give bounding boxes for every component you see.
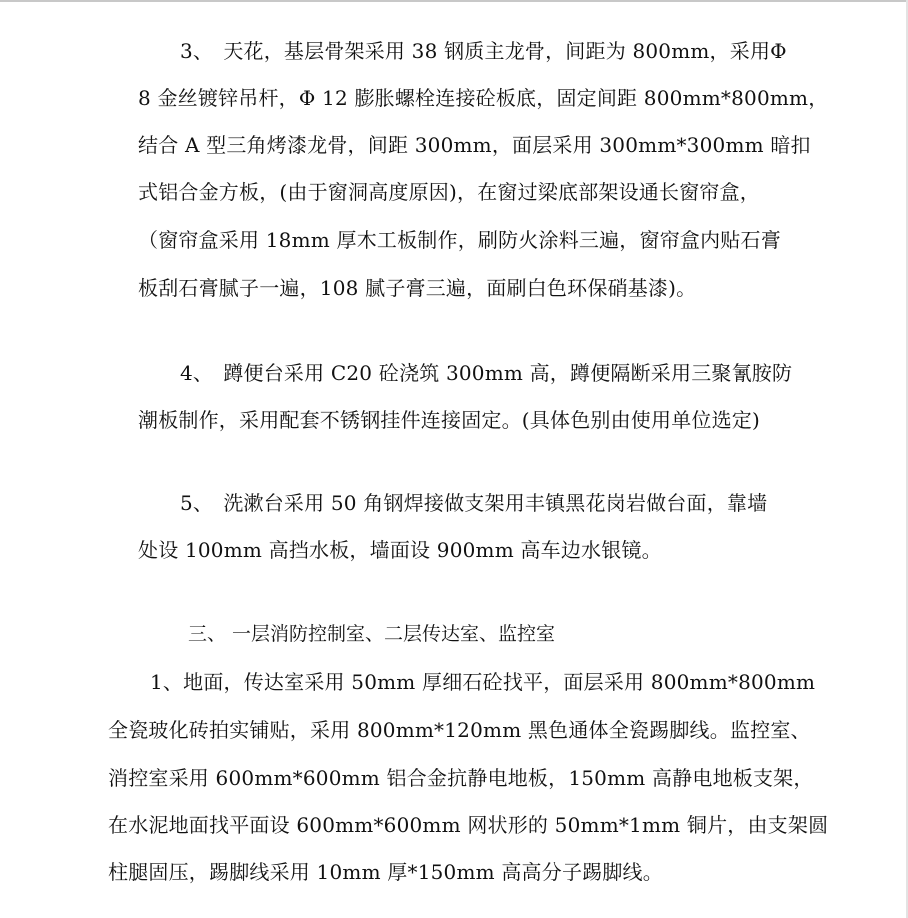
item-3-line-6: 板刮石膏腻子一遍，108 腻子膏三遍，面刷白色环保硝基漆)。: [138, 276, 697, 300]
item-3-line-3: 结合 A 型三角烤漆龙骨，间距 300mm，面层采用 300mm*300mm 暗扣: [138, 133, 811, 157]
item-3-line-1: 3、 天花，基层骨架采用 38 钢质主龙骨，间距为 800mm，采用Φ: [180, 39, 787, 63]
item-3-line-5: （窗帘盒采用 18mm 厚木工板制作，刷防火涂料三遍，窗帘盒内贴石膏: [138, 228, 781, 252]
section-item-line-1: 1、地面，传达室采用 50mm 厚细石砼找平，面层采用 800mm*800mm: [150, 670, 816, 694]
section-item-line-3: 消控室采用 600mm*600mm 铝合金抗静电地板，150mm 高静电地板支架，: [108, 766, 814, 790]
item-3-line-2: 8 金丝镀锌吊杆，Φ 12 膨胀螺栓连接砼板底，固定间距 800mm*800mm，: [138, 86, 829, 110]
section-item-line-2: 全瓷玻化砖拍实铺贴，采用 800mm*120mm 黑色通体全瓷踢脚线。监控室、: [108, 718, 811, 742]
item-4-line-1: 4、 蹲便台采用 C20 砼浇筑 300mm 高，蹲便隔断采用三聚氰胺防: [180, 361, 793, 385]
item-3-line-4: 式铝合金方板，(由于窗洞高度原因)，在窗过梁底部架设通长窗帘盒，: [138, 180, 761, 204]
item-4-line-2: 潮板制作，采用配套不锈钢挂件连接固定。(具体色别由使用单位选定): [138, 408, 761, 432]
item-5-line-2: 处设 100mm 高挡水板，墙面设 900mm 高车边水银镜。: [138, 538, 662, 562]
section-heading: 三、 一层消防控制室、二层传达室、监控室: [188, 623, 556, 645]
section-item-line-5: 柱腿固压，踢脚线采用 10mm 厚*150mm 高高分子踢脚线。: [108, 860, 663, 884]
item-5-line-1: 5、 洗漱台采用 50 角钢焊接做支架用丰镇黑花岗岩做台面，靠墙: [180, 491, 768, 515]
section-item-line-4: 在水泥地面找平面设 600mm*600mm 网状形的 50mm*1mm 铜片，由支架圆: [108, 813, 829, 837]
